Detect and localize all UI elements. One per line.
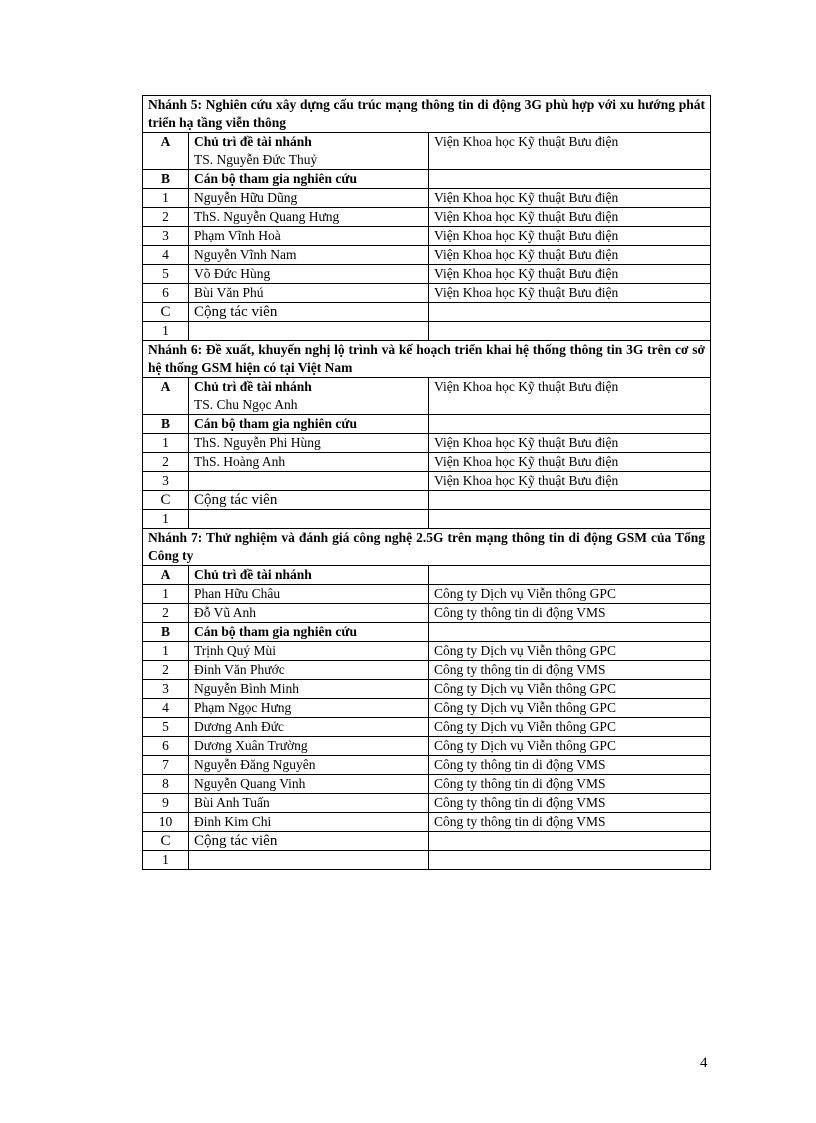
row-number: 1 <box>143 851 189 870</box>
section-label: Cán bộ tham gia nghiên cứu <box>189 170 429 189</box>
lead-org: Viện Khoa học Kỹ thuật Bưu điện <box>429 378 711 415</box>
row-number: 7 <box>143 756 189 775</box>
section-c-row <box>143 303 711 322</box>
empty-cell <box>429 303 711 322</box>
row-number: 1 <box>143 642 189 661</box>
empty-cell <box>429 170 711 189</box>
section-index: A <box>143 133 189 170</box>
member-name: Trịnh Quý Mùi <box>189 642 429 661</box>
lead-org: Công ty thông tin di động VMS <box>429 604 711 623</box>
member-org: Viện Khoa học Kỹ thuật Bưu điện <box>429 208 711 227</box>
member-org: Viện Khoa học Kỹ thuật Bưu điện <box>429 265 711 284</box>
lead-name: TS. Nguyễn Đức Thuỷ <box>194 152 318 167</box>
member-name: Bùi Anh Tuấn <box>189 794 429 813</box>
table-row <box>143 661 711 680</box>
section-index: A <box>143 566 189 585</box>
table-row <box>143 189 711 208</box>
table-row <box>143 699 711 718</box>
member-org: Công ty thông tin di động VMS <box>429 813 711 832</box>
row-number: 1 <box>143 510 189 529</box>
table-row <box>143 718 711 737</box>
lead-org: Công ty Dịch vụ Viễn thông GPC <box>429 585 711 604</box>
row-number: 5 <box>143 718 189 737</box>
member-org: Viện Khoa học Kỹ thuật Bưu điện <box>429 227 711 246</box>
section-a-cell <box>189 378 429 415</box>
member-name: Phạm Ngọc Hưng <box>189 699 429 718</box>
row-number: 2 <box>143 604 189 623</box>
table-row <box>143 775 711 794</box>
row-number: 10 <box>143 813 189 832</box>
table-row <box>143 510 711 529</box>
row-number: 1 <box>143 189 189 208</box>
member-org: Công ty thông tin di động VMS <box>429 756 711 775</box>
empty-cell <box>429 491 711 510</box>
empty-cell <box>189 510 429 529</box>
member-name: ThS. Nguyễn Quang Hưng <box>189 208 429 227</box>
member-name: Bùi Văn Phú <box>189 284 429 303</box>
row-number: 5 <box>143 265 189 284</box>
section-index: B <box>143 415 189 434</box>
section-a-row <box>143 133 711 170</box>
member-name: Võ Đức Hùng <box>189 265 429 284</box>
row-number: 3 <box>143 472 189 491</box>
table-row <box>143 851 711 870</box>
section-a-cell <box>189 133 429 170</box>
table-row <box>143 813 711 832</box>
page-number: 4 <box>700 1055 708 1071</box>
section-label: Cán bộ tham gia nghiên cứu <box>189 415 429 434</box>
row-number: 8 <box>143 775 189 794</box>
section-label: Chủ trì đề tài nhánh <box>194 134 312 149</box>
branch-title: Nhánh 7: Thử nghiệm và đánh giá công nghệ 2.5G trên mạng thông tin di động GSM của Tổng Công ty <box>143 529 711 566</box>
empty-cell <box>429 415 711 434</box>
row-number: 2 <box>143 208 189 227</box>
table-row <box>143 246 711 265</box>
section-b-row <box>143 170 711 189</box>
member-name: Nguyễn Hữu Dũng <box>189 189 429 208</box>
row-number: 1 <box>143 322 189 341</box>
row-number: 1 <box>143 585 189 604</box>
member-name: Nguyễn Quang Vinh <box>189 775 429 794</box>
member-name: Dương Anh Đức <box>189 718 429 737</box>
section-index: B <box>143 623 189 642</box>
section-label: Cộng tác viên <box>189 832 429 851</box>
empty-cell <box>189 851 429 870</box>
row-number: 2 <box>143 453 189 472</box>
empty-cell <box>189 322 429 341</box>
member-name: Dương Xuân Trường <box>189 737 429 756</box>
member-name: ThS. Hoàng Anh <box>189 453 429 472</box>
branch-header-row <box>143 96 711 133</box>
table-row <box>143 604 711 623</box>
section-b-row <box>143 623 711 642</box>
row-number: 9 <box>143 794 189 813</box>
table-row <box>143 794 711 813</box>
member-org: Công ty thông tin di động VMS <box>429 794 711 813</box>
research-team-table <box>142 95 711 870</box>
member-org: Viện Khoa học Kỹ thuật Bưu điện <box>429 434 711 453</box>
section-label: Chủ trì đề tài nhánh <box>189 566 429 585</box>
lead-org: Viện Khoa học Kỹ thuật Bưu điện <box>429 133 711 170</box>
table-row <box>143 737 711 756</box>
section-a-row <box>143 378 711 415</box>
member-org: Viện Khoa học Kỹ thuật Bưu điện <box>429 284 711 303</box>
member-org: Công ty Dịch vụ Viễn thông GPC <box>429 680 711 699</box>
lead-name: TS. Chu Ngọc Anh <box>194 397 298 412</box>
table-row <box>143 322 711 341</box>
section-index: C <box>143 303 189 322</box>
member-org: Công ty Dịch vụ Viễn thông GPC <box>429 699 711 718</box>
empty-cell <box>429 623 711 642</box>
branch-title: Nhánh 5: Nghiên cứu xây dựng cấu trúc mạng thông tin di động 3G phù hợp với xu hướng phát triển hạ tầng viễn thông <box>143 96 711 133</box>
row-number: 3 <box>143 680 189 699</box>
section-index: B <box>143 170 189 189</box>
table-row <box>143 284 711 303</box>
section-a-row <box>143 566 711 585</box>
empty-cell <box>429 510 711 529</box>
section-c-row <box>143 491 711 510</box>
member-name: Nguyễn Vĩnh Nam <box>189 246 429 265</box>
row-number: 2 <box>143 661 189 680</box>
row-number: 4 <box>143 246 189 265</box>
section-b-row <box>143 415 711 434</box>
row-number: 4 <box>143 699 189 718</box>
table-row <box>143 453 711 472</box>
member-org: Viện Khoa học Kỹ thuật Bưu điện <box>429 189 711 208</box>
table-row <box>143 756 711 775</box>
member-name <box>189 472 429 491</box>
section-index: C <box>143 832 189 851</box>
section-label: Cộng tác viên <box>189 491 429 510</box>
row-number: 6 <box>143 737 189 756</box>
member-org: Công ty thông tin di động VMS <box>429 775 711 794</box>
section-c-row <box>143 832 711 851</box>
lead-name: Đỗ Vũ Anh <box>189 604 429 623</box>
member-org: Viện Khoa học Kỹ thuật Bưu điện <box>429 472 711 491</box>
table-row <box>143 642 711 661</box>
empty-cell <box>429 566 711 585</box>
table-row <box>143 208 711 227</box>
member-org: Viện Khoa học Kỹ thuật Bưu điện <box>429 246 711 265</box>
member-org: Viện Khoa học Kỹ thuật Bưu điện <box>429 453 711 472</box>
empty-cell <box>429 851 711 870</box>
table-row <box>143 434 711 453</box>
member-name: Đinh Kim Chi <box>189 813 429 832</box>
empty-cell <box>429 322 711 341</box>
member-name: ThS. Nguyễn Phi Hùng <box>189 434 429 453</box>
lead-name: Phan Hữu Châu <box>189 585 429 604</box>
section-label: Cán bộ tham gia nghiên cứu <box>189 623 429 642</box>
section-label: Chủ trì đề tài nhánh <box>194 379 312 394</box>
branch-header-row <box>143 529 711 566</box>
member-name: Đinh Văn Phước <box>189 661 429 680</box>
branch-header-row <box>143 341 711 378</box>
row-number: 3 <box>143 227 189 246</box>
member-org: Công ty Dịch vụ Viễn thông GPC <box>429 642 711 661</box>
row-number: 6 <box>143 284 189 303</box>
section-index: A <box>143 378 189 415</box>
table-row <box>143 265 711 284</box>
table-row <box>143 680 711 699</box>
member-org: Công ty thông tin di động VMS <box>429 661 711 680</box>
table-row <box>143 472 711 491</box>
branch-title: Nhánh 6: Đề xuất, khuyến nghị lộ trình và kế hoạch triển khai hệ thống thông tin 3G trên cơ sở hệ thống GSM hiện có tại Việt Nam <box>143 341 711 378</box>
member-name: Nguyễn Bình Minh <box>189 680 429 699</box>
member-name: Nguyễn Đăng Nguyên <box>189 756 429 775</box>
table-row <box>143 585 711 604</box>
section-label: Cộng tác viên <box>189 303 429 322</box>
section-index: C <box>143 491 189 510</box>
member-org: Công ty Dịch vụ Viễn thông GPC <box>429 718 711 737</box>
member-org: Công ty Dịch vụ Viễn thông GPC <box>429 737 711 756</box>
row-number: 1 <box>143 434 189 453</box>
empty-cell <box>429 832 711 851</box>
member-name: Phạm Vĩnh Hoà <box>189 227 429 246</box>
table-row <box>143 227 711 246</box>
